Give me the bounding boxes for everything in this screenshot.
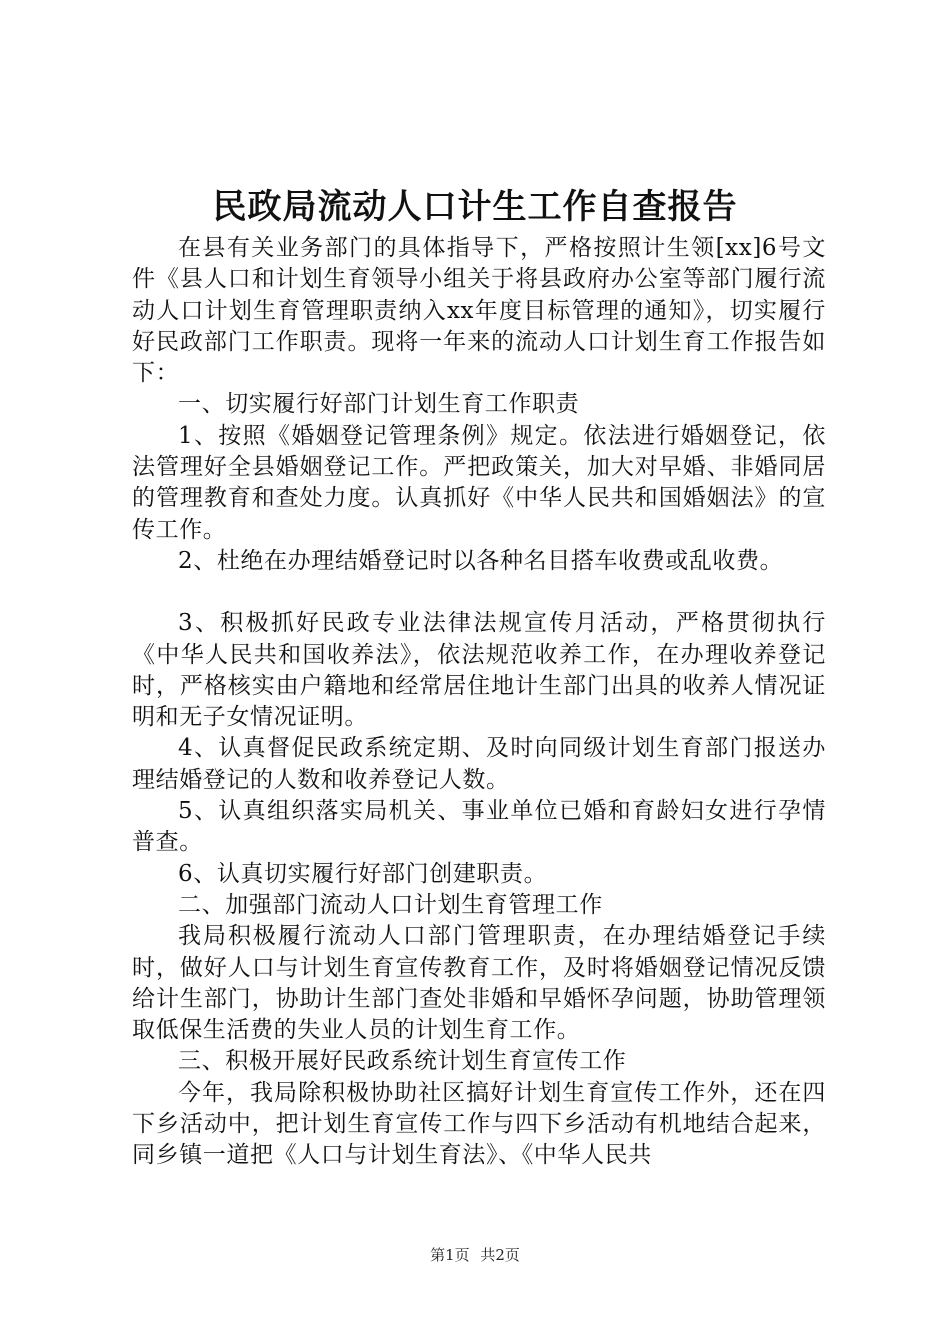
document-title: 民政局流动人口计生工作自查报告 [212, 187, 738, 227]
section-heading-2: 二、加强部门流动人口计划生育管理工作 [178, 891, 603, 918]
document-body [132, 233, 826, 1172]
section-3-paragraph: 今年，我局除积极协助社区搞好计划生育宣传工作外，还在四下乡活动中，把计划生育宣传工作与四下乡活动有机地结合起来，同乡镇一道把《人口与计划生育法》、《中华人民共 [132, 1079, 826, 1169]
item-paragraph-4: 4、认真督促民政系统定期、及时向同级计划生育部门报送办理结婚登记的人数和收养登记人数。 [132, 735, 826, 793]
section-heading-1: 一、切实履行好部门计划生育工作职责 [178, 391, 580, 418]
intro-paragraph: 在县有关业务部门的具体指导下，严格按照计生领[xx]6号文件《县人口和计划生育领导小组关于将县政府办公室等部门履行流动人口计划生育管理职责纳入xx年度目标管理的通知》，切实履行好民政部门工作职责。现将一年来的流动人口计划生育工作报告如下： [132, 235, 826, 387]
item-paragraph-2: 2、杜绝在办理结婚登记时以各种名目搭车收费或乱收费。 [178, 547, 784, 574]
page-number: 第1页 [430, 1246, 470, 1264]
item-paragraph-3: 3、积极抓好民政专业法律法规宣传月活动，严格贯彻执行《中华人民共和国收养法》，依法规范收养工作，在办理收养登记时，严格核实由户籍地和经常居住地计生部门出具的收养人情况证明和无子女情况证明。 [132, 610, 826, 731]
page-footer [0, 1245, 950, 1265]
item-paragraph-1: 1、按照《婚姻登记管理条例》规定。依法进行婚姻登记，依法管理好全县婚姻登记工作。严把政策关，加大对早婚、非婚同居的管理教育和查处力度。认真抓好《中华人民共和国婚姻法》的宣传工作。 [132, 422, 826, 543]
item-paragraph-6: 6、认真切实履行好部门创建职责。 [178, 860, 548, 887]
section-heading-3: 三、积极开展好民政系统计划生育宣传工作 [178, 1048, 627, 1075]
item-paragraph-5: 5、认真组织落实局机关、事业单位已婚和育龄妇女进行孕情普查。 [132, 798, 826, 856]
section-2-paragraph: 我局积极履行流动人口部门管理职责，在办理结婚登记手续时，做好人口与计划生育宣传教育工作，及时将婚姻登记情况反馈给计生部门，协助计生部门查处非婚和早婚怀孕问题，协助管理领取低保生活费的失业人员的计划生育工作。 [132, 923, 826, 1044]
page-total: 共2页 [480, 1246, 520, 1264]
